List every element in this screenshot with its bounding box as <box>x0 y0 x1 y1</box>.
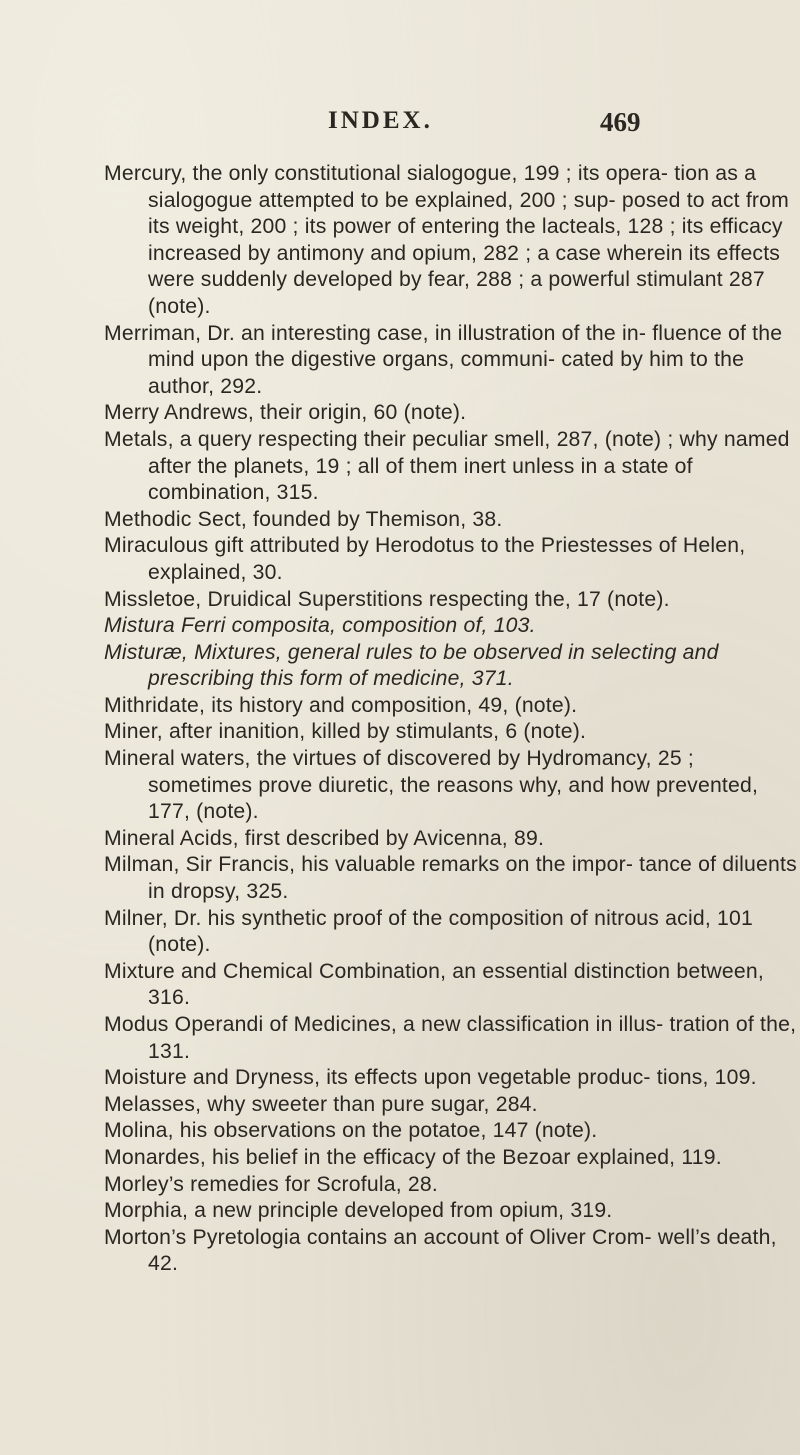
index-entry <box>104 852 800 905</box>
index-entry <box>104 400 800 427</box>
index-entry-text: Molina, his observations on the potatoe, 147 (note). <box>104 1119 598 1143</box>
index-entry-text: Mistura Ferri composita, composition of, 103. <box>104 614 536 638</box>
index-entry <box>104 640 800 693</box>
index-entry-text: Misturæ, Mixtures, general rules to be observed in selecting and prescribing this form of medicine, 371. <box>104 640 719 691</box>
index-entry-text: Mithridate, its history and composition, 49, (note). <box>104 693 578 717</box>
index-entry-text: Morphia, a new principle developed from opium, 319. <box>104 1199 613 1223</box>
running-head <box>0 107 800 147</box>
index-entry <box>104 906 800 959</box>
index-entry <box>104 161 800 321</box>
index-entry-text: Milman, Sir Francis, his valuable remarks on the impor- tance of diluents in dropsy, 325. <box>104 853 797 904</box>
index-entry <box>104 746 800 826</box>
index-entry-text: Mineral waters, the virtues of discovered by Hydromancy, 25 ; sometimes prove diuretic, the reasons why, and how prevented, 177, (note). <box>104 747 759 824</box>
index-entry <box>104 1145 800 1172</box>
index-entry <box>104 1118 800 1145</box>
index-entry <box>104 507 800 534</box>
index-entry-text: Melasses, why sweeter than pure sugar, 284. <box>104 1092 538 1116</box>
index-entry-text: Merriman, Dr. an interesting case, in illustration of the in- fluence of the mind upon the digestive organs, communi- cated by him to the author, 292. <box>104 321 783 398</box>
index-entry <box>104 613 800 640</box>
index-entry-text: Mixture and Chemical Combination, an essential distinction between, 316. <box>104 959 764 1010</box>
index-entry <box>104 1092 800 1119</box>
index-entry-text: Missletoe, Druidical Superstitions respecting the, 17 (note). <box>104 587 670 611</box>
index-entry <box>104 427 800 507</box>
index-entry-text: Morley’s remedies for Scrofula, 28. <box>104 1172 438 1196</box>
index-entry <box>104 719 800 746</box>
index-entry-text: Miraculous gift attributed by Herodotus to the Priestesses of Helen, explained, 30. <box>104 534 746 584</box>
index-entry <box>104 1172 800 1199</box>
index-entry-text: Mercury, the only constitutional sialogogue, 199 ; its opera- tion as a sialogogue attempted to be explained, 200 ; sup- posed to act from its weight, 200 ; its power of entering the lacteals, 128 ; its efficacy increased by antimony and opium, 282 ; a case wherein its effects were suddenly developed by fear, 288 ; a powerful stimulant 287 (note). <box>104 162 789 318</box>
index-entry-text: Methodic Sect, founded by Themison, 38. <box>104 507 503 531</box>
page-title: INDEX. <box>328 107 433 134</box>
index-entry-text: Modus Operandi of Medicines, a new classification in illus- tration of the, 131. <box>104 1013 797 1063</box>
index-entry <box>104 321 800 401</box>
index-entry <box>104 587 800 614</box>
index-entry-text: Merry Andrews, their origin, 60 (note). <box>104 401 467 425</box>
index-entry-text: Milner, Dr. his synthetic proof of the composition of nitrous acid, 101 (note). <box>104 906 753 957</box>
index-entry-text: Miner, after inanition, killed by stimulants, 6 (note). <box>104 720 587 744</box>
index-entry <box>104 533 800 586</box>
index-entry <box>104 693 800 720</box>
index-entry-text: Moisture and Dryness, its effects upon vegetable produc- tions, 109. <box>104 1066 757 1090</box>
index-entry <box>104 826 800 853</box>
index-entry-text: Mineral Acids, first described by Avicenna, 89. <box>104 826 545 850</box>
index-entry <box>104 1012 800 1065</box>
index-entry <box>104 959 800 1012</box>
index-entry-text: Morton’s Pyretologia contains an account of Oliver Crom- well’s death, 42. <box>104 1225 777 1276</box>
index-entry-text: Metals, a query respecting their peculiar smell, 287, (note) ; why named after the planets, 19 ; all of them inert unless in a state of combination, 315. <box>104 427 790 505</box>
index-entry <box>104 1198 800 1225</box>
index-entry <box>104 1225 800 1278</box>
index-entry-text: Monardes, his belief in the efficacy of the Bezoar explained, 119. <box>104 1145 722 1169</box>
index-entry <box>104 1065 800 1092</box>
index-entries <box>104 161 800 1278</box>
page-number: 469 <box>600 107 641 137</box>
